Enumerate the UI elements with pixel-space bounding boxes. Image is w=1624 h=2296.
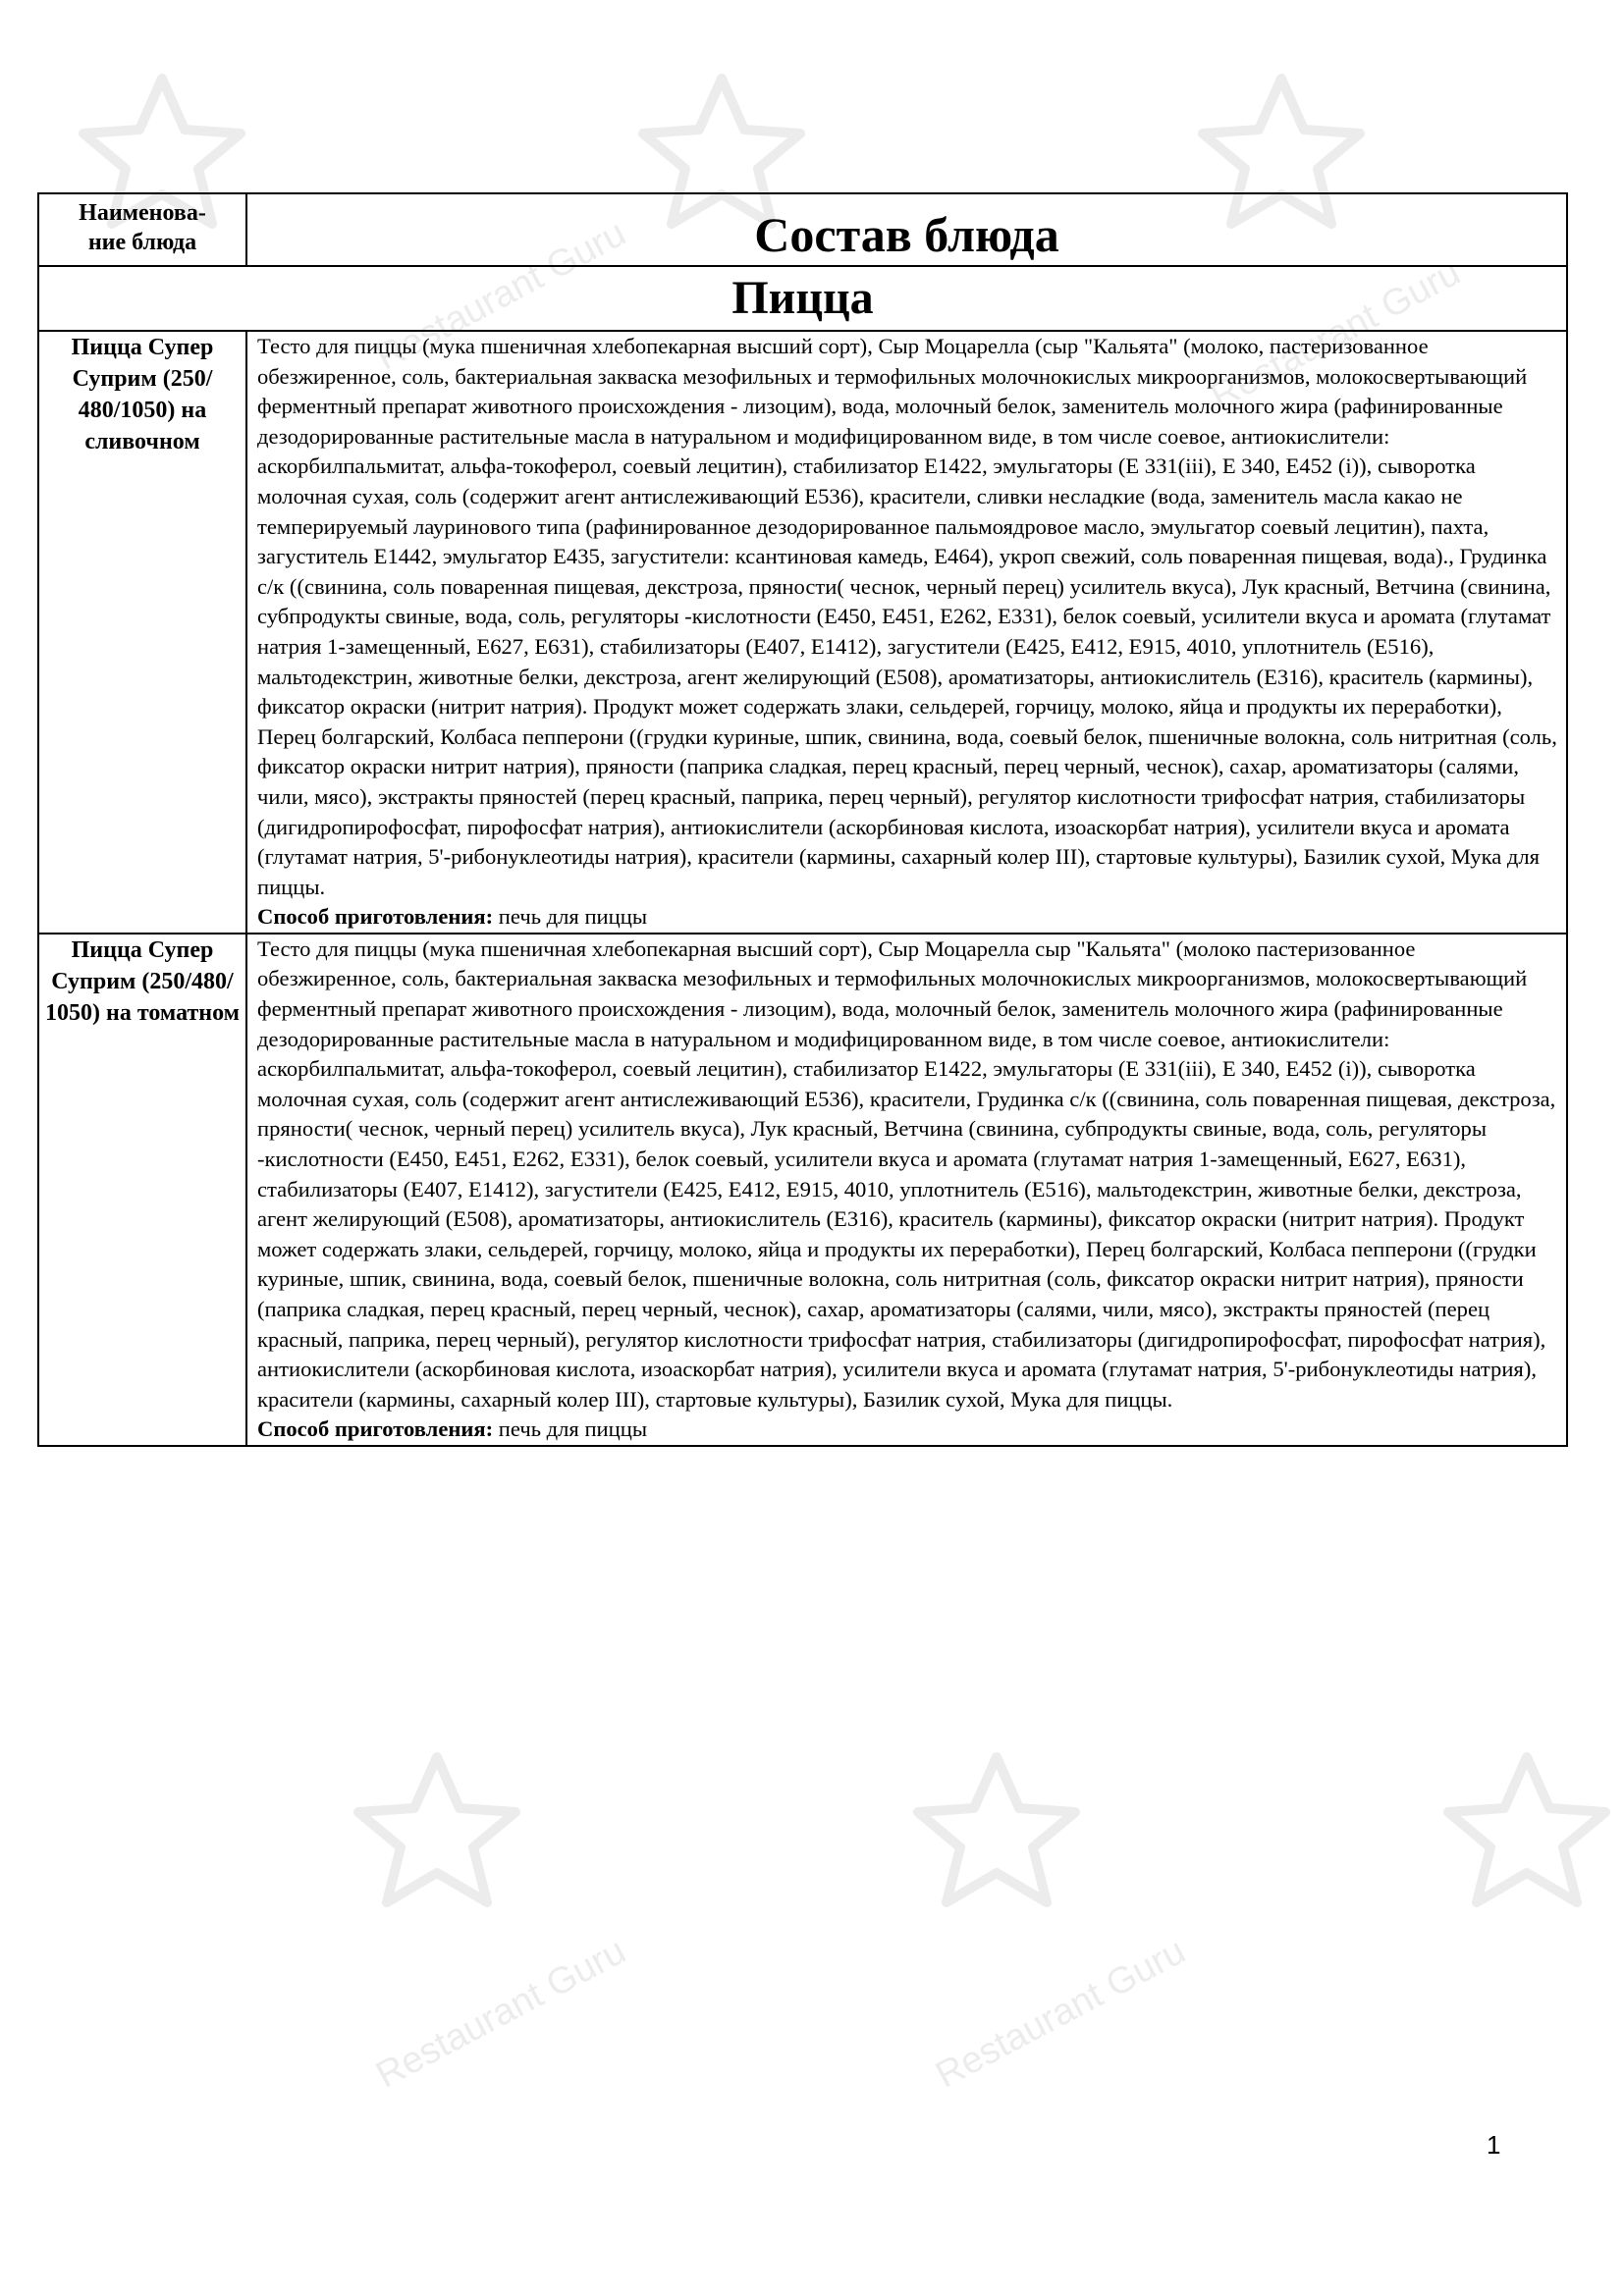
cooking-method-label: Способ приготовления: (257, 1416, 494, 1442)
dish-ingredients: Тесто для пиццы (мука пшеничная хлебопекарная высший сорт), Сыр Моцарелла сыр "Кальята" (молоко пастеризованное обезжиренное, соль, бактериальная закваска мезофильных и термофильных молочнокислых микроорганизмов, молокосвертывающий ферментный препарат животного происхождения - лизоцим), вода, молочный белок, заменитель молочного жира (рафинированные дезодорированные растительные масла в натуральном и модифицированном виде, в том числе соевое, антиокислители: аскорбилпальмитат, альфа-токоферол, соевый лецитин), стабилизатор Е1422, эмульгаторы (Е 331(iii), Е 340, Е452 (i)), сыворотка молочная сухая, соль (содержит агент антислеживающий Е536), красители, Грудинка с/к ((свинина, соль поваренная пищевая, декстроза, пряности( чеснок, черный перец) усилитель вкуса), Лук красный, Ветчина (свинина, субпродукты свиные, вода, соль, регуляторы -кислотности (Е450, Е451, Е262, Е331), белок соевый, усилители вкуса и аромата (глутамат натрия 1-замещенный, Е627, Е631), стабилизаторы (Е407, Е1412), загустители (Е425, Е412, Е915, 4010, уплотнитель (Е516), мальтодекстрин, животные белки, декстроза, агент желирующий (Е508), ароматизаторы, антиокислитель (Е316), краситель (кармины), фиксатор окраски (нитрит натрия). Продукт может содержать злаки, сельдерей, горчицу, молоко, яйца и продукты их переработки), Перец болгарский, Колбаса пепперони ((грудки куриные, шпик, свинина, вода, соевый белок, пшеничные волокна, соль нитритная (соль, фиксатор окраски нитрит натрия), пряности (паприка сладкая, перец красный, перец черный, чеснок), сахар, ароматизаторы (салями, чили, мясо), экстракты пряностей (перец красный, паприка, перец черный), регулятор кислотности трифосфат натрия, стабилизаторы (дигидропирофосфат, пирофосфат натрия), антиокислители (аскорбиновая кислота, изоаскорбат натрия), усилители вкуса и аромата (глутамат натрия, 5'-рибонуклеотиды натрия), красители (кармины, сахарный колер III), стартовые культуры), Базилик сухой, Мука для пиццы. (257, 935, 1556, 1412)
table-row (38, 934, 1567, 1446)
restaurant-guru-logo-icon (903, 1747, 1090, 1914)
dish-composition (246, 934, 1567, 1446)
cooking-method-label: Способ приготовления: (257, 904, 494, 930)
restaurant-guru-logo-icon (1434, 1747, 1620, 1914)
section-title: Пицца (38, 266, 1567, 331)
dish-ingredients: Тесто для пиццы (мука пшеничная хлебопекарная высший сорт), Сыр Моцарелла (сыр "Кальята" (молоко, пастеризованное обезжиренное, соль, бактериальная закваска мезофильных и термофильных молочнокислых микроорганизмов, молокосвертывающий ферментный препарат животного происхождения - лизоцим), вода, молочный белок, заменитель молочного жира (рафинированные дезодорированные растительные масла в натуральном и модифицированном виде, в том числе соевое, антиокислители: аскорбилпальмитат, альфа-токоферол, соевый лецитин), стабилизатор Е1422, эмульгаторы (Е 331(iii), Е 340, Е452 (i)), сыворотка молочная сухая, соль (содержит агент антислеживающий Е536), красители, сливки несладкие (вода, заменитель масла какао не темперируемый лауринового типа (рафинированное дезодорированное пальмоядровое масло, эмульгатор соевый лецитин), пахта, загуститель Е1442, эмульгатор Е435, загустители: ксантиновая камедь, Е464), укроп свежий, соль поваренная пищевая, вода)., Грудинка с/к ((свинина, соль поваренная пищевая, декстроза, пряности( чеснок, черный перец) усилитель вкуса), Лук красный, Ветчина (свинина, субпродукты свиные, вода, соль, регуляторы -кислотности (Е450, Е451, Е262, Е331), белок соевый, усилители вкуса и аромата (глутамат натрия 1-замещенный, Е627, Е631), стабилизаторы (Е407, Е1412), загустители (Е425, Е412, Е915, 4010, уплотнитель (Е516), мальтодекстрин, животные белки, декстроза, агент желирующий (Е508), ароматизаторы, антиокислитель (Е316), краситель (кармины), фиксатор окраски (нитрит натрия). Продукт может содержать злаки, сельдерей, горчицу, молоко, яйца и продукты их переработки), Перец болгарский, Колбаса пепперони ((грудки куриные, шпик, свинина, вода, соевый белок, пшеничные волокна, соль нитритная (соль, фиксатор окраски нитрит натрия), пряности (паприка сладкая, перец красный, перец черный, чеснок), сахар, ароматизаторы (салями, чили, мясо), экстракты пряностей (перец красный, паприка, перец черный), регулятор кислотности трифосфат натрия, стабилизаторы (дигидропирофосфат, пирофосфат натрия), антиокислители (аскорбиновая кислота, изоаскорбат натрия), усилители вкуса и аромата (глутамат натрия, 5'-рибонуклеотиды натрия), красители (кармины, сахарный колер III), стартовые культуры), Базилик сухой, Мука для пиццы. (257, 334, 1557, 899)
cooking-method-value: печь для пиццы (493, 1416, 648, 1442)
table-header-row (38, 193, 1567, 266)
header-dish-name-label: Наименова- ние блюда (79, 200, 206, 255)
watermark-text: Restaurant Guru (1204, 251, 1468, 418)
restaurant-guru-logo-icon (344, 1747, 530, 1914)
page-number: 1 (1487, 2130, 1501, 2160)
header-composition (246, 193, 1567, 266)
table-row (38, 331, 1567, 934)
watermark-text: Restaurant Guru (369, 1930, 633, 2097)
watermark-text: Restaurant Guru (369, 212, 633, 379)
dish-name: Пицца Супер Суприм (250/480/ 1050) на томатном (38, 934, 246, 1446)
cooking-method-value: печь для пиццы (493, 904, 648, 930)
dish-composition (246, 331, 1567, 934)
dish-name: Пицца Супер Суприм (250/ 480/1050) на сливочном (38, 331, 246, 934)
section-row (38, 266, 1567, 331)
header-dish-name (38, 193, 246, 266)
watermark-text: Restaurant Guru (929, 1930, 1193, 2097)
header-composition-label: Состав блюда (754, 207, 1059, 262)
composition-table (37, 192, 1568, 1447)
